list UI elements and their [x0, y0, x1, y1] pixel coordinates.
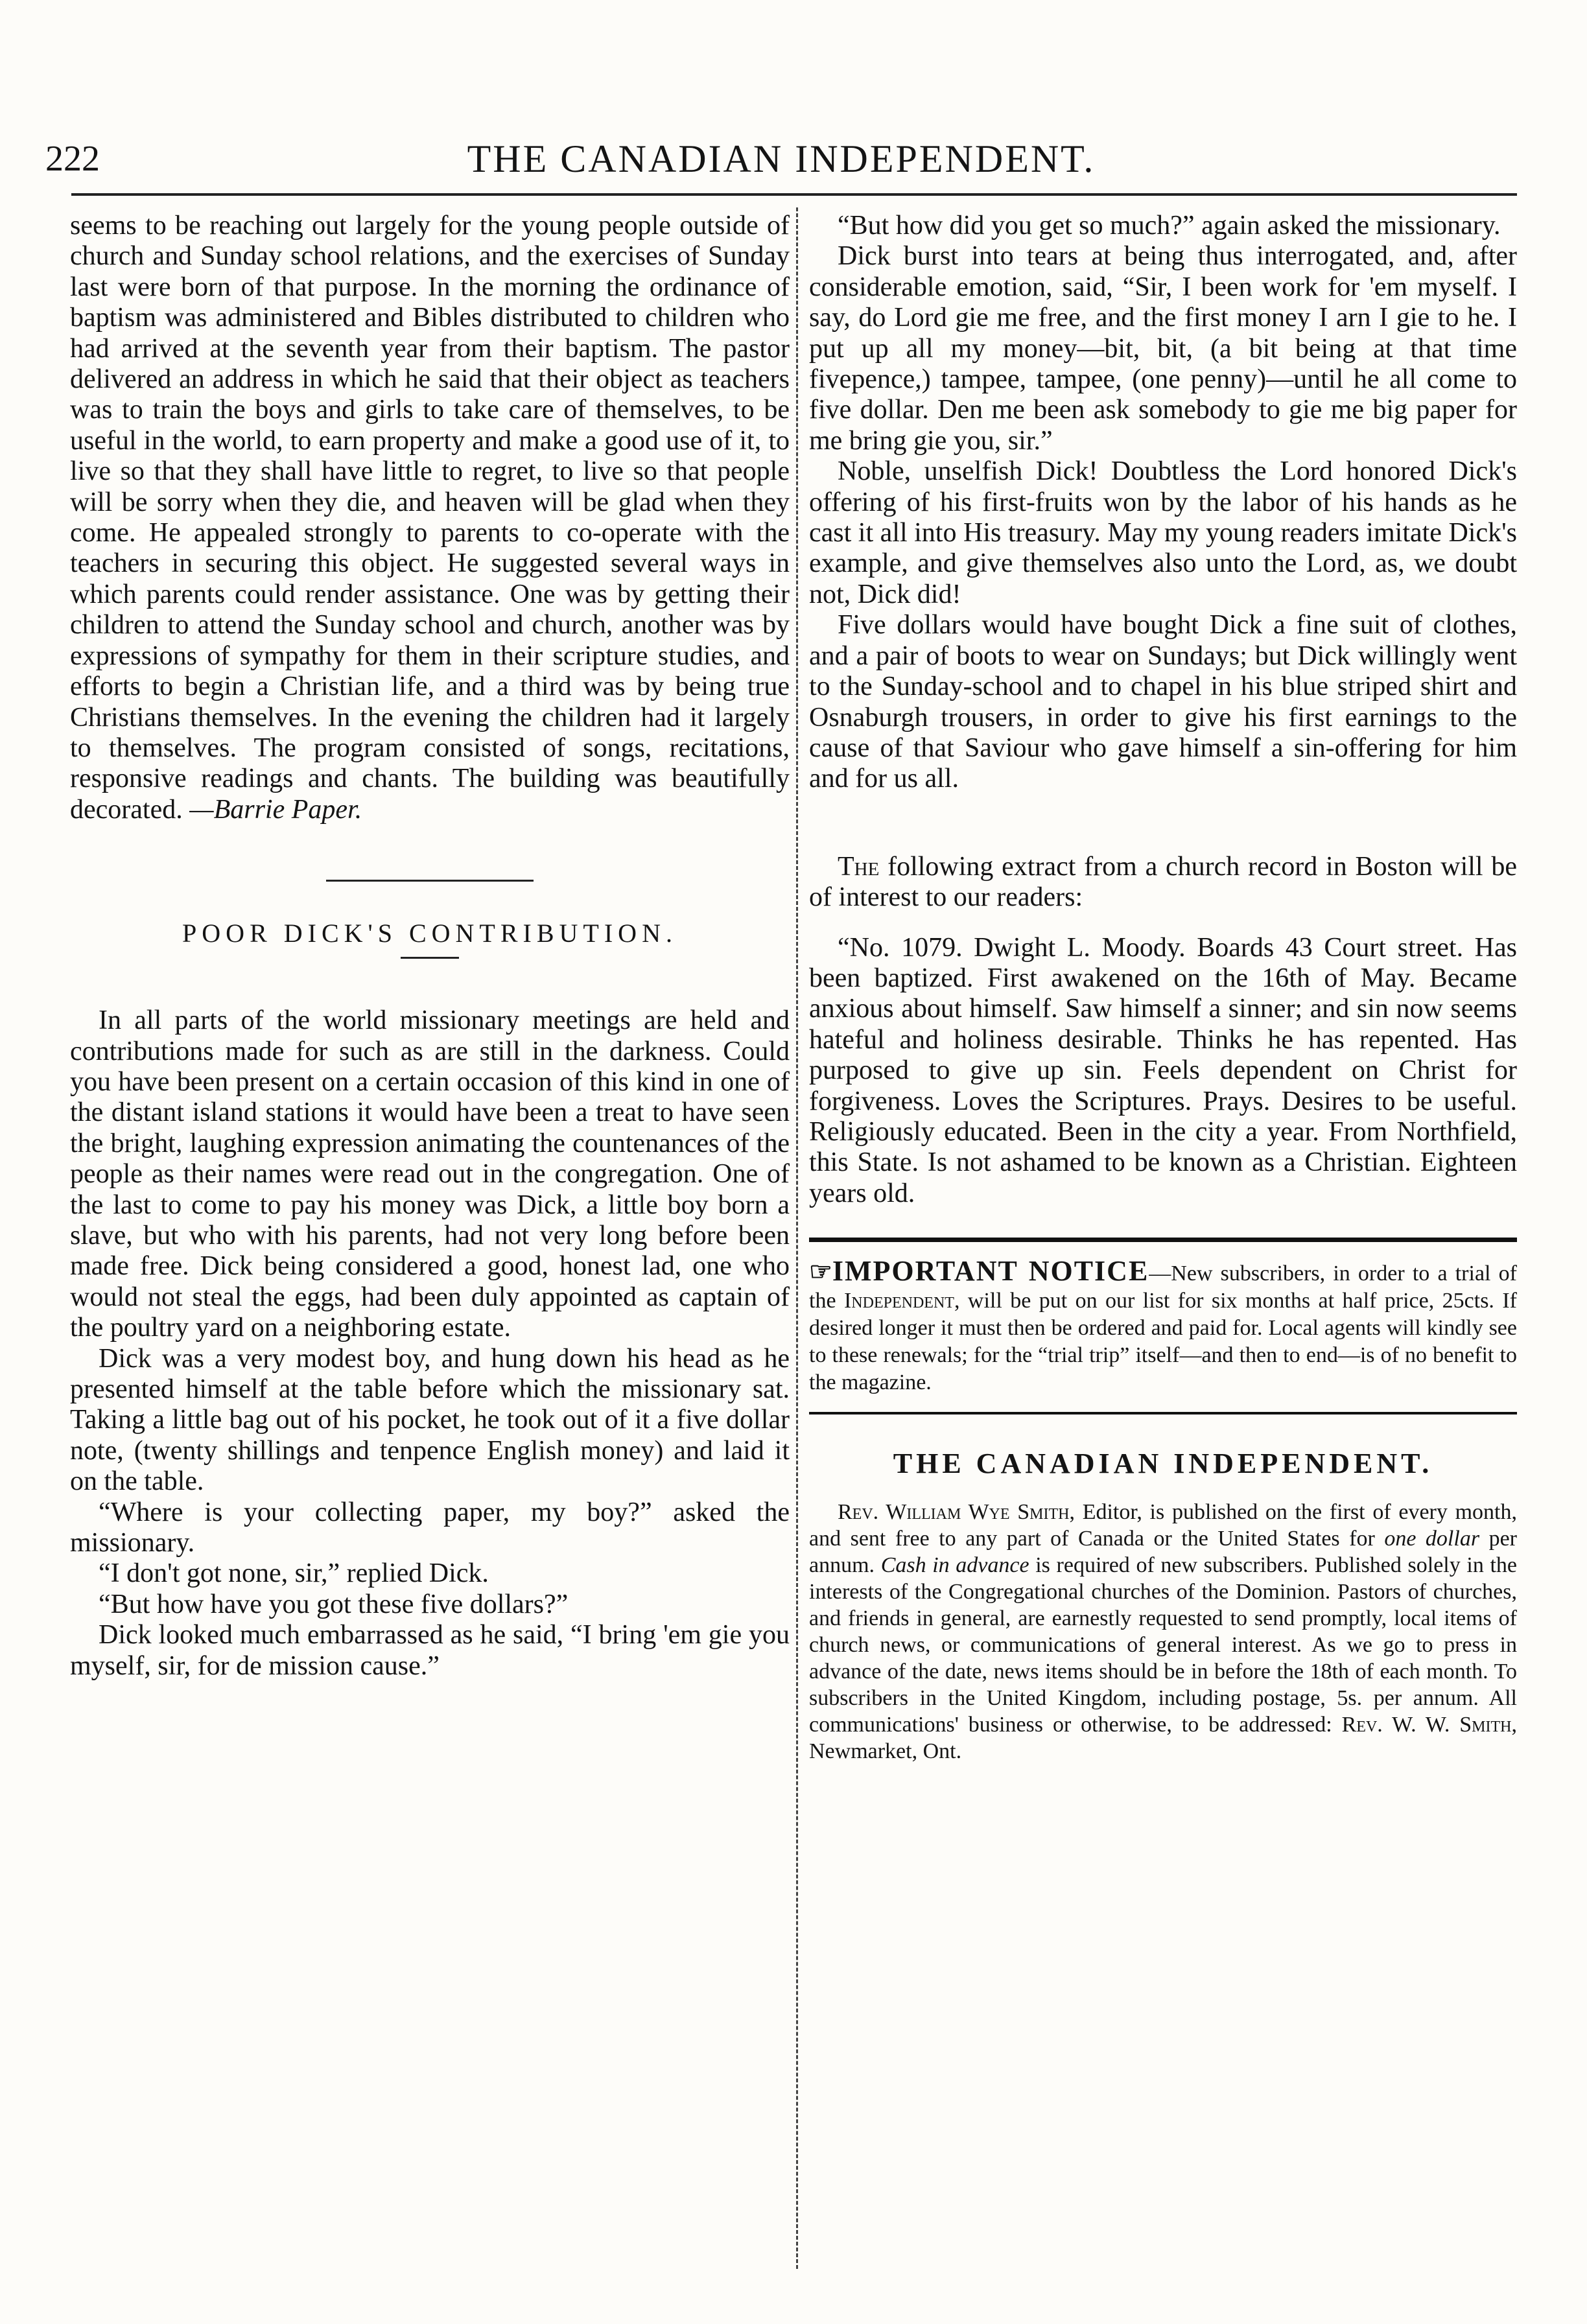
masthead-text-3: is required of new subscribers. Published solely in the interests of the Congregational churches of the Dominion. Pastors of churches, and friends in general, are earnestly requested to send promptly, local items of church news, or communications of general interest. As we go to press in advance of the date, news items should be in before the 18th of each month. To subscribers in the United Kingdom, including postage, 5s. per annum. All communications' business or otherwise, to be addressed: — [809, 1553, 1517, 1737]
left-column — [70, 211, 790, 1682]
masthead-text-1: , Editor, is published on the first of every month, and sent free to any part of Canada or the United States for — [809, 1500, 1517, 1551]
article-paragraph: In all parts of the world missionary meetings are held and contributions made for such as are still in the darkness. Could you have been present on a certain occasion of this kind in one of the distant island stations it would have been a treat to have seen the bright, laughing expression animating the countenances of the people as their names were read out in the congregation. One of the last to come to pay his money was Dick, a little boy born a slave, but who with his parents, had not very long before been made free. Dick being considered a good, honest lad, one who would not steal the eggs, had been duly appointed as captain of the poultry yard on a neighboring estate. — [70, 1005, 790, 1343]
cash-phrase: Cash in advance — [880, 1553, 1029, 1578]
notice-title: IMPORTANT NOTICE — [832, 1255, 1149, 1287]
editor-name: Rev. William Wye Smith — [838, 1500, 1070, 1525]
extract-intro-lead: The — [838, 851, 880, 882]
article-paragraph: “Where is your collecting paper, my boy?” asked the missionary. — [70, 1497, 790, 1558]
journal-title: THE CANADIAN INDEPENDENT. — [467, 137, 1096, 180]
intro-text: seems to be reaching out largely for the young people outside of church and Sunday school relations, and the exercises of Sunday last were born of that purpose. In the morning the ordinance of baptism was administered and Bibles distributed to children who had arrived at the seventh year from their baptism. The pastor delivered an address in which he said that their object as teachers was to train the boys and girls to take care of themselves, to be useful in the world, to earn property and make a good use of it, to live so that they shall have little to regret, to live so that people will be sorry when they die, and heaven will be glad when they come. He appealed strongly to parents to co-operate with the teachers in securing this object. He suggested several ways in which parents could render assistance. One was by getting their children to attend the Sunday school and church, another was by expressions of sympathy for them in their scripture studies, and efforts to begin a Christian life, and a third was by being true Christians themselves. In the evening the children had it largely to themselves. The program consisted of songs, recitations, responsive readings and chants. The building was beautifully decorated. — [70, 211, 790, 825]
important-notice — [809, 1255, 1518, 1396]
extract-intro-text: following extract from a church record in Boston will be of interest to our readers: — [809, 851, 1517, 913]
notice-text-before: —New subscribers, in order to a trial of the — [809, 1262, 1517, 1313]
masthead-title: THE CANADIAN INDEPENDENT. — [893, 1448, 1433, 1480]
article-title: POOR DICK'S CONTRIBUTION. — [182, 919, 677, 948]
article-paragraph: “But how have you got these five dollars?” — [99, 1589, 569, 1619]
extract-intro — [809, 852, 1517, 913]
moody-church-record: “No. 1079. Dwight L. Moody. Boards 43 Court street. Has been baptized. First awakened on the 16th of May. Became anxious about himself. Saw himself a sinner; and sin now seems hateful and holiness desirable. Thinks he has repented. Has purposed to give up sin. Feels dependent on Christ for forgiveness. Loves the Scriptures. Prays. Desires to be useful. Religiously educated. Been in the city a year. From Northfield, this State. Is not ashamed to be known as a Christian. Eighteen years old. — [809, 932, 1517, 1208]
page-number: 222 — [45, 139, 100, 179]
article-paragraph: Dick looked much embarrassed as he said, “I bring 'em gie you myself, sir, for de mission cause.” — [70, 1620, 790, 1681]
intro-attribution: —Barrie Paper. — [189, 794, 362, 825]
column-divider — [796, 207, 798, 2269]
article-paragraph: “But how did you get so much?” again asked the missionary. — [838, 211, 1501, 241]
notice-magazine-name: Independent — [843, 1289, 954, 1313]
pointing-hand-icon: ☞ — [809, 1257, 832, 1287]
right-column — [809, 211, 1517, 1765]
article-paragraph: “I don't got none, sir,” replied Dick. — [99, 1558, 489, 1589]
notice-text-after: , will be put on our list for six months at half price, 25cts. If desired longer it must then be ordered and paid for. Local agents will kindly see to these renewals; for the “trial trip” itself—and then to end—is of no benefit to the magazine. — [809, 1289, 1518, 1395]
article-paragraph: Five dollars would have bought Dick a fine suit of clothes, and a pair of boots to wear on Sundays; but Dick willingly went to the Sunday-school and to chapel in his blue striped shirt and Osnaburgh trousers, in order to give his first earnings to the cause of that Saviour who gave himself a sin-offering for him and for us all. — [809, 610, 1517, 794]
notice-top-rule — [809, 1238, 1517, 1242]
price-phrase: one dollar — [1384, 1527, 1480, 1551]
article-paragraph: Noble, unselfish Dick! Doubtless the Lord honored Dick's offering of his first-fruits won by the labor of his hands as he cast it all into His treasury. May my young readers imitate Dick's example, and give themselves also unto the Lord, as, we doubt not, Dick did! — [809, 456, 1517, 609]
intro-article-text — [70, 211, 790, 825]
address-name: Rev. W. W. Smith — [1341, 1713, 1512, 1737]
masthead-text-2: per annum. — [809, 1527, 1517, 1578]
article-paragraph: Dick burst into tears at being thus interrogated, and, after considerable emotion, said, “Sir, I been work for 'em myself. I say, do Lord gie me free, and the first money I arn I gie to he. I put up all my money—bit, bit, (a bit being at that time fivepence,) tampee, tampee, (one penny)—until he all come to five dollar. Den me been ask somebody to gie me big paper for me bring gie you, sir.” — [809, 241, 1517, 456]
page-header — [45, 133, 1517, 191]
article-paragraph: Dick was a very modest boy, and hung down his head as he presented himself at the table before which the missionary sat. Taking a little bag out of his pocket, he took out of it a five dollar note, (twenty shillings and tenpence English money) and laid it on the table. — [70, 1343, 790, 1497]
header-rule — [71, 193, 1517, 196]
address-place: , Newmarket, Ont. — [809, 1713, 1518, 1764]
masthead-text — [809, 1499, 1517, 1765]
